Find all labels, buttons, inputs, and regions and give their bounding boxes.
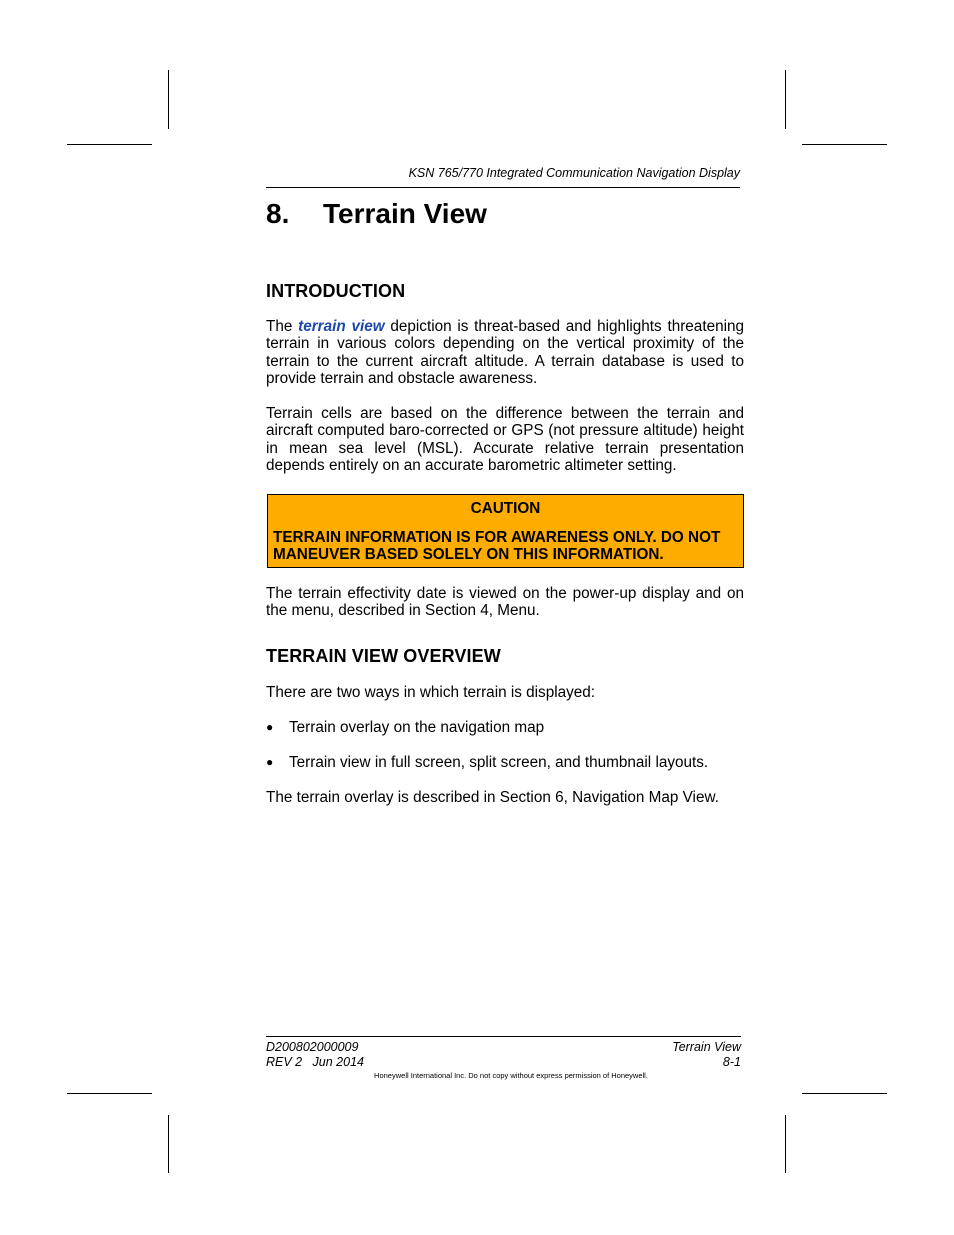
- effectivity-paragraph: The terrain effectivity date is viewed on the power‐up display and on the menu, described in Section 4, Menu.: [266, 585, 744, 620]
- footer-section-name: Terrain View: [672, 1040, 741, 1054]
- footer-left: [266, 1040, 364, 1069]
- intro-paragraph-1: [266, 318, 744, 387]
- crop-mark: [168, 1115, 169, 1173]
- running-header: KSN 765/770 Integrated Communication Navigation Display: [408, 166, 740, 180]
- bullet-icon: ●: [266, 720, 274, 734]
- crop-mark: [67, 144, 152, 145]
- revision: REV 2 Jun 2014: [266, 1054, 364, 1069]
- overview-heading: TERRAIN VIEW OVERVIEW: [266, 646, 501, 666]
- crop-mark: [67, 1093, 152, 1094]
- doc-number: D200802000009: [266, 1040, 359, 1054]
- chapter-title-text: Terrain View: [323, 198, 487, 229]
- introduction-heading: INTRODUCTION: [266, 281, 406, 301]
- intro-text-after: depiction is threat‐based and highlights threatening terrain in various colors depending on the vertical proximity of the terrain to the current aircraft altitude. A terrain database is used to provide terrain and obstacle awareness.: [266, 318, 744, 387]
- list-item-text: Terrain view in full screen, split screen, and thumbnail layouts.: [289, 754, 709, 771]
- crop-mark: [785, 70, 786, 129]
- caution-text: TERRAIN INFORMATION IS FOR AWARENESS ONLY. DO NOT MANEUVER BASED SOLELY ON THIS INFORMATION.: [273, 529, 721, 564]
- chapter-number: 8.: [266, 198, 290, 229]
- page-number: 8-1: [722, 1054, 741, 1069]
- caution-box: [267, 494, 744, 568]
- caution-title: CAUTION: [470, 500, 541, 517]
- overview-closing: The terrain overlay is described in Section 6, Navigation Map View.: [266, 789, 719, 806]
- intro-paragraph-2: Terrain cells are based on the difference between the terrain and aircraft computed baro‐corrected or GPS (not pressure altitude) height in mean sea level (MSL). Accurate relative terrain presentation depends entirely on an accurate barometric altimeter setting.: [266, 405, 744, 474]
- header-rule: [266, 187, 740, 188]
- overview-intro: There are two ways in which terrain is displayed:: [266, 684, 596, 701]
- terrain-view-link[interactable]: terrain view: [298, 318, 385, 335]
- crop-mark: [168, 70, 169, 129]
- copyright-notice: Honeywell International Inc. Do not copy without express permission of Honeywell.: [374, 1071, 648, 1080]
- footer-right: [672, 1040, 741, 1069]
- intro-text-before: The: [266, 318, 299, 335]
- crop-mark: [802, 144, 887, 145]
- bullet-icon: ●: [266, 755, 274, 769]
- crop-mark: [785, 1115, 786, 1173]
- list-item: [266, 719, 544, 736]
- footer-rule: [266, 1036, 741, 1037]
- crop-mark: [802, 1093, 887, 1094]
- list-item-text: Terrain overlay on the navigation map: [289, 719, 545, 736]
- list-item: [266, 754, 708, 771]
- chapter-title: [266, 198, 487, 230]
